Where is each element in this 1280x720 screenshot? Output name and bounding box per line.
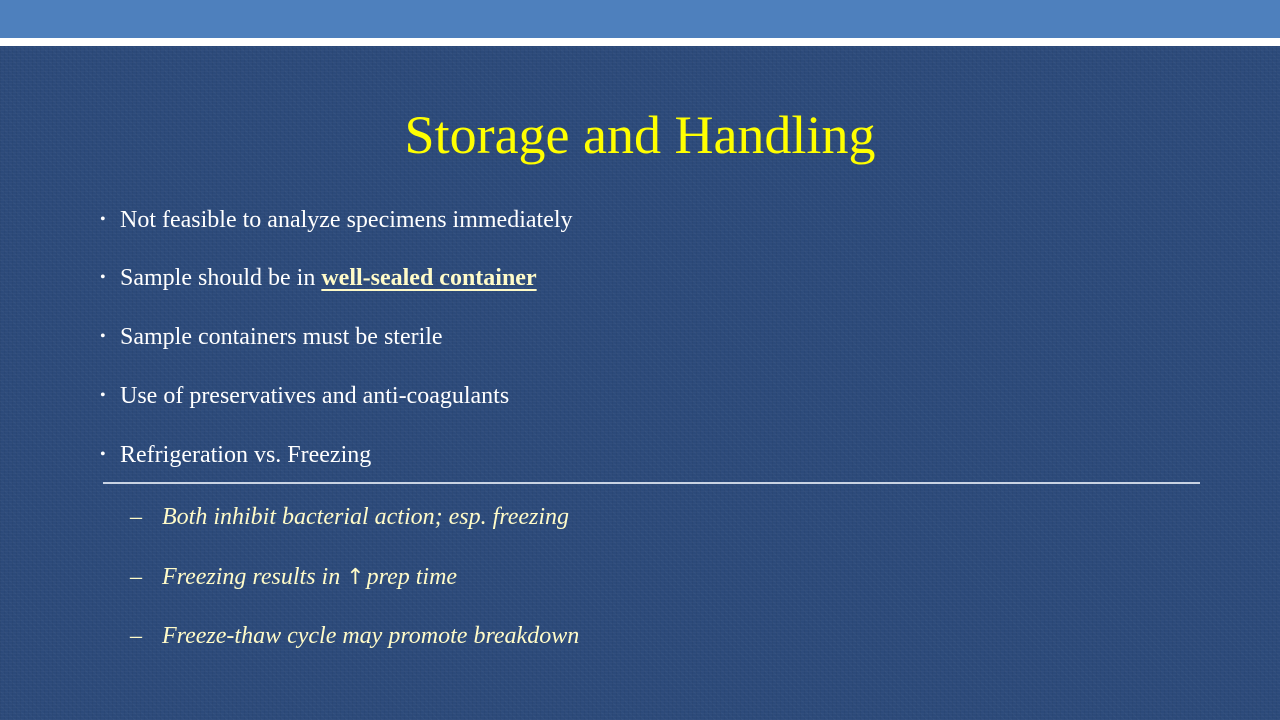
bullet-icon: •	[100, 328, 106, 345]
bullet-item	[100, 376, 1200, 416]
dash-icon: –	[130, 504, 142, 530]
slide-title: Storage and Handling	[404, 105, 876, 165]
sub-bullet-item	[130, 557, 1130, 597]
bullet-item	[100, 435, 1200, 475]
bullet-text	[120, 258, 537, 298]
bullet-text: Sample containers must be sterile	[120, 324, 443, 350]
bullet-icon: •	[100, 387, 106, 404]
sub-bullet-text-tail: prep time	[366, 564, 458, 590]
header-rule	[0, 38, 1280, 46]
bullet-icon: •	[100, 211, 106, 228]
bullet-icon: •	[100, 446, 106, 463]
bullet-item	[100, 317, 1200, 357]
bullet-text-lead: Sample should be in	[120, 265, 322, 291]
header-band	[0, 0, 1280, 38]
sub-bullet-text	[162, 557, 457, 598]
sub-bullet-text: Both inhibit bacterial action; esp. freezing	[162, 504, 570, 530]
sub-bullet-text: Freeze-thaw cycle may promote breakdown	[162, 623, 580, 649]
bullet-text: Use of preservatives and anti-coagulants	[120, 383, 510, 409]
emphasis-text: well-sealed container	[321, 265, 537, 291]
dash-icon: –	[130, 623, 142, 649]
separator-line	[103, 482, 1200, 484]
bullet-icon: •	[100, 269, 106, 286]
bullet-text: Not feasible to analyze specimens immediately	[120, 207, 573, 233]
sub-bullet-item	[130, 616, 1130, 656]
up-arrow-icon: ↑	[346, 565, 365, 590]
sub-bullet-item	[130, 497, 1130, 537]
sub-bullet-text-lead: Freezing results in	[162, 564, 341, 590]
bullet-item	[100, 200, 1200, 240]
bullet-text: Refrigeration vs. Freezing	[120, 442, 372, 468]
dash-icon: –	[130, 564, 142, 590]
bullet-item	[100, 258, 1200, 298]
